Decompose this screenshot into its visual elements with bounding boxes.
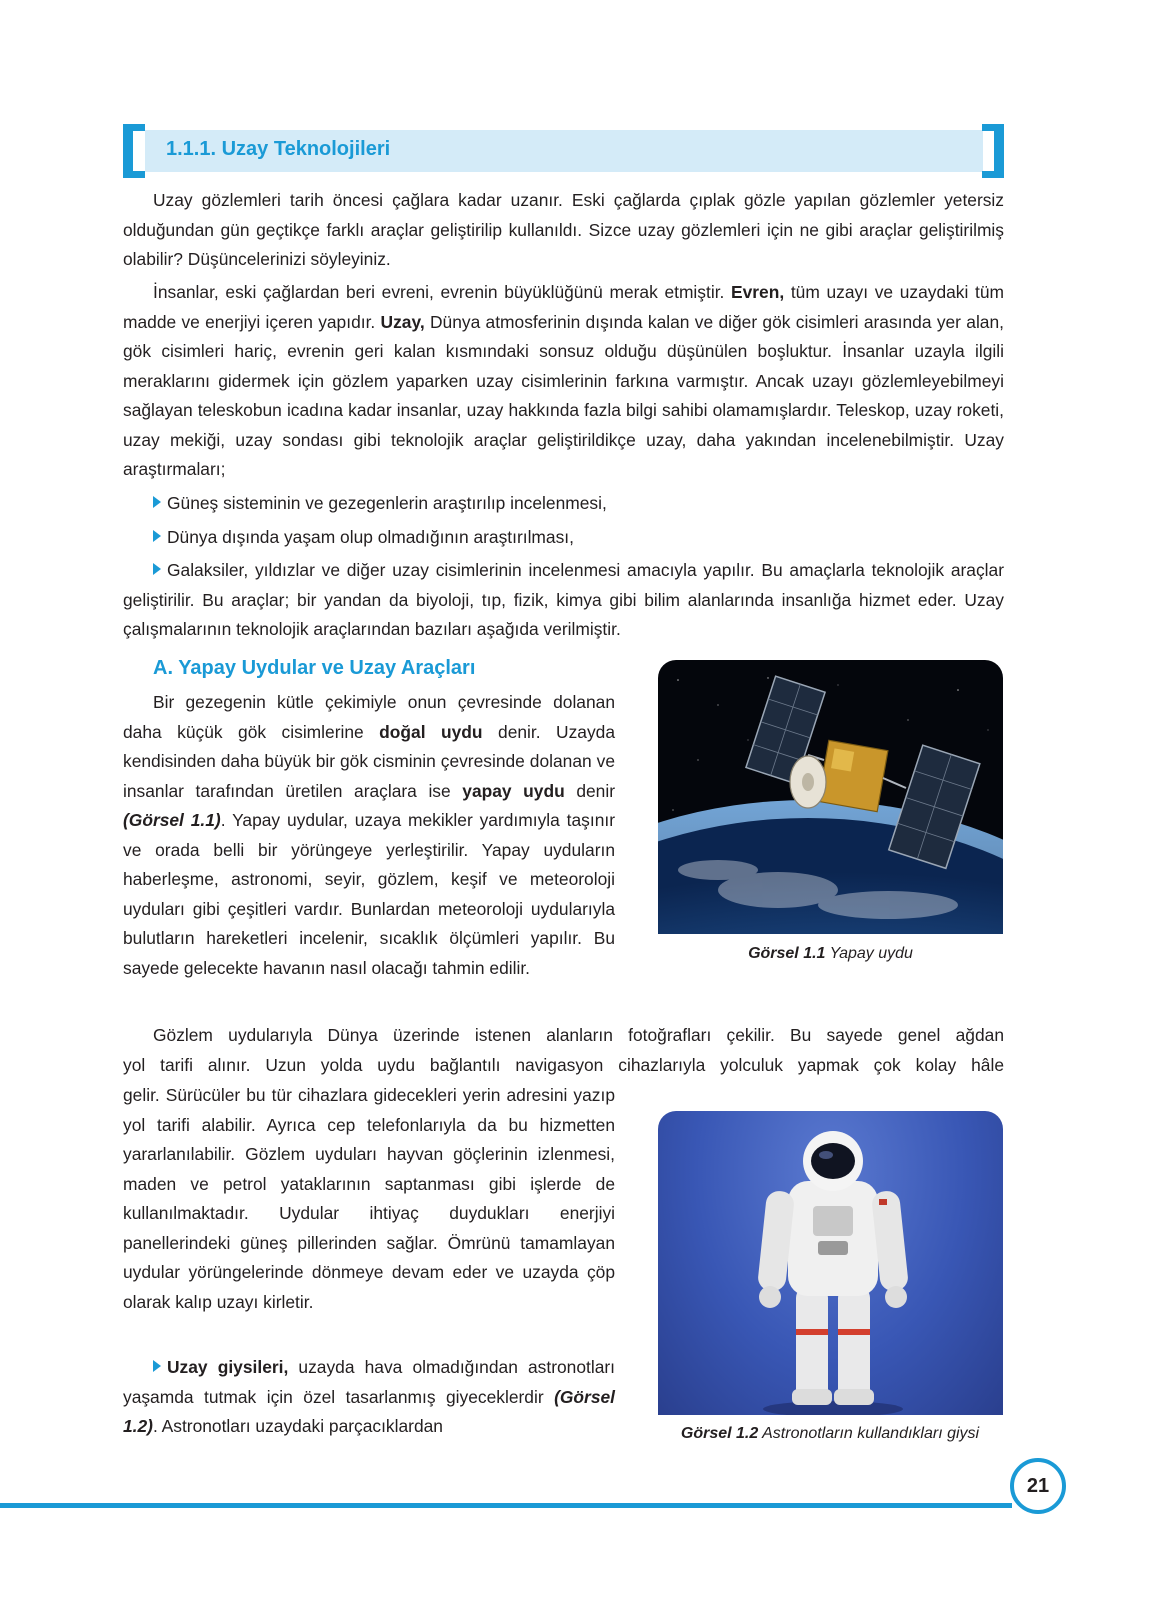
satellite-paragraph: Bir gezegenin kütle çekimiyle onun çevresinde dolanan daha küçük gök cisimlerine doğal uydu denir. Uzayda kendisinden daha büyük bir gök cisminin çevresinde dolanan ve insanlar tarafından üretilen araçlara ise yapay uydu denir (Görsel 1.1). Yapay uydular, uzaya mekikler yardımıyla taşınır ve orada belli bir yörüngeye yerleştirilir. Yapay uyduların haberleşme, astronomi, seyir, gözlem, keşif ve meteoroloji uyduları gibi çeşitleri vardır. Bunlardan meteoroloji uydularıyla bulutların hareketleri incelenir, sıcaklık ölçümleri yapılır. Bu sayede gelecekte havanın nasıl olacağı tahmin edilir. [123, 692, 616, 978]
term-evren: Evren, [731, 282, 785, 302]
term-yapay-uydu: yapay uydu [462, 780, 565, 801]
figure-astronaut-image [658, 1111, 1003, 1415]
bullet-item-3: Galaksiler, yıldızlar ve diğer uzay cisimlerinin incelenmesi amacıyla yapılır. Bu amaçlarla teknolojik araçlar geliştirilir. Bu araçlar; bir yandan da biyoloji, tıp, fizik, kimya gibi bilim alanlarında insanlığa hizmet eder. Uzay çalışmalarının teknolojik araçlarından bazıları aşağıda verilmiştir. [123, 560, 1004, 639]
section-heading-bar [123, 124, 1004, 178]
bullet-arrow-icon [153, 1360, 161, 1372]
footer-rule [0, 1503, 1012, 1508]
term-uzay-giysileri: Uzay giysileri, [167, 1357, 289, 1377]
subsection-heading: A. Yapay Uydular ve Uzay Araçları [153, 657, 476, 679]
left-bracket [123, 124, 133, 178]
figure-ref-2: (Görsel 1.2) [123, 1386, 615, 1436]
bullet-item-2: Dünya dışında yaşam olup olmadığının araştırılması, [153, 523, 574, 553]
page-number-badge [1010, 1458, 1066, 1514]
figure-ref-1: (Görsel 1.1) [123, 810, 221, 830]
section-title: 1.1.1. Uzay Teknolojileri [166, 138, 391, 160]
page-number: 21 [1026, 1474, 1050, 1497]
figure-caption-1: Görsel 1.1 Yapay uydu [748, 945, 913, 962]
observation-paragraph: gelir. Sürücüler bu tür cihazlara gidecekleri yerin adresini yazıp yol tarifi alabilir. Ayrıca cep telefonlarıyla da bu hizmetten yararlanılabilir. Gözlem uyduları hayvan göçlerinin izlenmesi, maden ve petrol yataklarının saptanması gibi işlerde de kullanılmaktadır. Uydular ihtiyaç duydukları enerjiyi panellerindeki güneş pillerinden sağlar. Ömrünü tamamlayan uydular yörüngelerinde dönmeye devam eder ve uzayda çöp olarak kalıp uzayı kirletir. [123, 1085, 615, 1312]
observation-lines: Gözlem uydularıyla Dünya üzerinde istenen alanların fotoğrafları çekilir. Bu sayede genel ağdan [153, 1025, 1004, 1045]
bullet-arrow-icon [153, 563, 161, 575]
astronaut-illustration [658, 1111, 1003, 1415]
term-dogal-uydu: doğal uydu [379, 721, 483, 742]
figure-satellite-image [658, 660, 1003, 934]
figure-caption-2: Görsel 1.2 Astronotların kullandıkları giysi [680, 1425, 980, 1442]
observation-lines-2: yol tarifi alınır. Uzun yolda uydu bağlantılı navigasyon cihazlarıyla yolculuk yapmak çok kolay hâle [123, 1055, 1004, 1075]
term-uzay: Uzay, [380, 311, 425, 332]
intro-paragraph-1: Uzay gözlemleri tarih öncesi çağlara kadar uzanır. Eski çağlarda çıplak gözle yapılan gözlemler yetersiz olduğundan gün geçtikçe farklı araçlar geliştirilip kullanıldı. Sizce uzay gözlemleri için ne gibi araçlar geliştirilmiş olabilir? Düşüncelerinizi söyleyiniz. [123, 190, 1004, 269]
figure-label-1: Görsel 1.1 [748, 945, 826, 962]
right-bracket [994, 124, 1004, 178]
bullet-arrow-icon [153, 530, 161, 542]
bullet-item-1: Güneş sisteminin ve gezegenlerin araştırılıp incelenmesi, [153, 489, 607, 519]
bullet-arrow-icon [153, 496, 161, 508]
satellite-illustration [658, 660, 1003, 934]
figure-label-2: Görsel 1.2 [680, 1425, 759, 1442]
spacesuit-paragraph: Uzay giysileri, uzayda hava olmadığından astronotları yaşamda tutmak için özel tasarlanmış giyeceklerdir (Görsel 1.2). Astronotları uzaydaki parçacıklardan [123, 1357, 615, 1436]
intro-paragraph-2: İnsanlar, eski çağlardan beri evreni, evrenin büyüklüğünü merak etmiştir. Evren, tüm uzayı ve uzaydaki tüm madde ve enerjiyi içeren yapıdır. Uzay, Dünya atmosferinin dışında kalan ve diğer gök cisimleri arasında yer alan, gök cisimleri hariç, evrenin geri kalan kısmındaki sonsuz olduğu düşünülen boşluktur. İnsanlar uzayla ilgili meraklarını gidermek için gözlem yaparken uzay cisimlerinin farkına varmıştır. Ancak uzayı gözlemleyebilmeyi sağlayan teleskobun icadına kadar insanlar, uzay hakkında fazla bilgi sahibi olamamışlardır. Teleskop, uzay roketi, uzay mekiği, uzay sondası gibi teknolojik araçlar geliştirildikçe uzay, daha yakından incelenebilmiştir. Uzay araştırmaları; [123, 282, 1004, 479]
